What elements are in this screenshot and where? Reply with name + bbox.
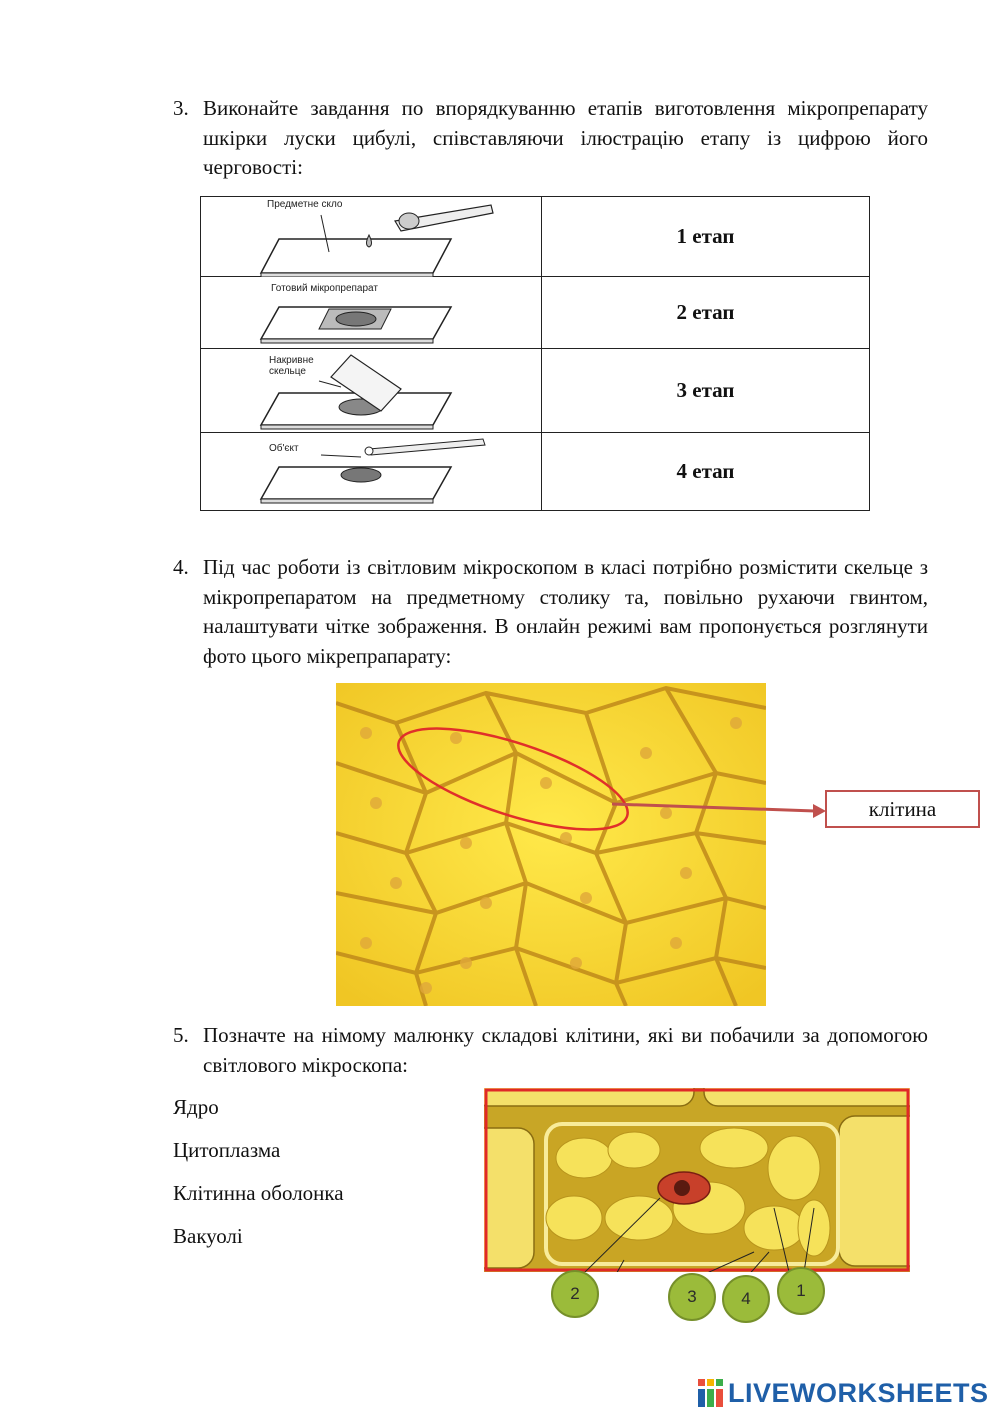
task-number: 3. — [173, 96, 189, 120]
label-cytoplasm[interactable]: Цитоплазма — [173, 1138, 281, 1162]
stage-illustration-glass — [201, 197, 542, 277]
caption: Об'єкт — [269, 443, 299, 454]
task-text: Виконайте завдання по впорядкуванню етапів виготовлення мікропрепарату шкірки луски цибулі, співставляючи ілюстрацію етапу із цифрою його черговості: — [203, 96, 928, 179]
logo-text: LIVEWORKSHEETS — [728, 1377, 989, 1408]
marker-4[interactable]: 4 — [722, 1275, 770, 1323]
task-text: Під час роботи із світловим мікроскопом в класі потрібно розмістити скельце з мікропрепаратом на предметному столику та, повільно рухаючи гвинтом, налаштувати чітке зображення. В онлайн режимі вам пропонується розглянути фото цього мікрепрапарату: — [203, 555, 928, 668]
stage-label[interactable]: 1 етап — [542, 197, 870, 277]
caption: Готовий мікропрепарат — [271, 283, 378, 294]
marker-3[interactable]: 3 — [668, 1273, 716, 1321]
task-4 — [173, 553, 928, 671]
label-nucleus[interactable]: Ядро — [173, 1095, 219, 1119]
callout-arrow — [610, 795, 830, 825]
stage-label[interactable]: 4 етап — [542, 433, 870, 511]
task-text: Позначте на німому малюнку складові клітини, які ви побачили за допомогою світлового мікроскопа: — [203, 1023, 928, 1077]
task-number: 5. — [173, 1023, 189, 1047]
stage-label[interactable]: 2 етап — [542, 277, 870, 349]
marker-1[interactable]: 1 — [777, 1267, 825, 1315]
task-number: 4. — [173, 555, 189, 579]
cell-diagram — [484, 1088, 910, 1272]
cell-callout-label: клітина — [825, 790, 980, 828]
stage-illustration-object — [201, 433, 542, 511]
object-illustration — [201, 433, 541, 511]
label-cell-wall[interactable]: Клітинна оболонка — [173, 1181, 344, 1205]
cell-part-labels — [173, 1093, 344, 1265]
stage-illustration-ready — [201, 277, 542, 349]
caption: Накривне скельце — [269, 355, 314, 377]
liveworksheets-logo — [698, 1376, 989, 1410]
task-3 — [173, 94, 928, 183]
cover-glass-illustration — [201, 349, 541, 433]
label-vacuoles[interactable]: Вакуолі — [173, 1224, 243, 1248]
slide-drop-illustration — [201, 197, 541, 277]
task-5 — [173, 1021, 928, 1080]
stage-label[interactable]: 3 етап — [542, 349, 870, 433]
stages-table — [200, 196, 870, 511]
stage-illustration-cover — [201, 349, 542, 433]
caption: Предметне скло — [267, 199, 343, 210]
logo-icon — [698, 1379, 724, 1407]
marker-2[interactable]: 2 — [551, 1270, 599, 1318]
onion-micrograph — [336, 683, 766, 1006]
